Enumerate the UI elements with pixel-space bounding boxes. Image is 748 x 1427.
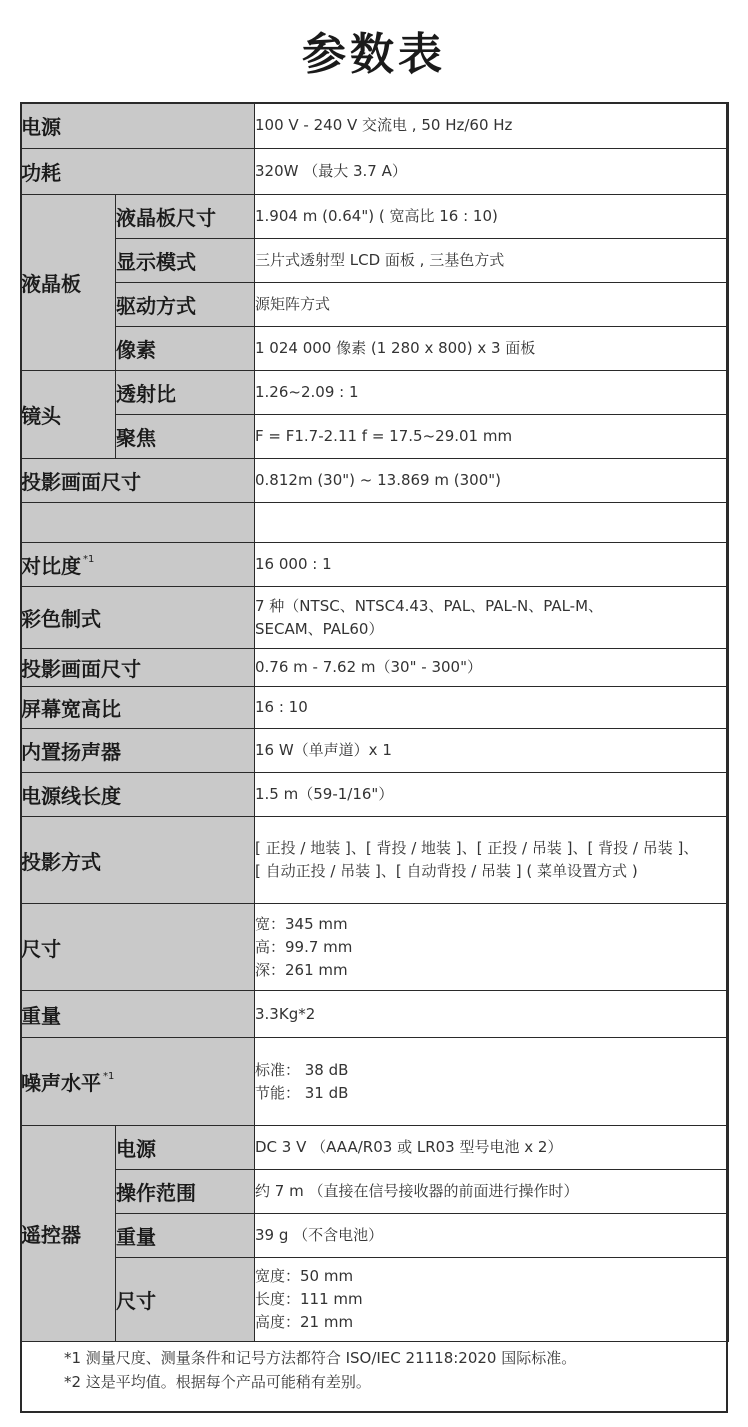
- page-title: 参数表: [302, 29, 446, 80]
- row-label: 彩色制式: [21, 587, 255, 649]
- row-label: 投影画面尺寸: [21, 649, 255, 687]
- row-label: 重量: [116, 1214, 255, 1258]
- value-line: 高：99.7 mm: [255, 937, 353, 956]
- row-label: 投影画面尺寸: [21, 459, 255, 503]
- value-line: 7 种（NTSC、NTSC4.43、PAL、PAL-N、PAL-M、: [255, 596, 604, 615]
- row-value: F = F1.7-2.11 f = 17.5~29.01 mm: [255, 415, 729, 459]
- row-label: 重量: [21, 991, 255, 1038]
- row-value: 1 024 000 像素 (1 280 x 800) x 3 面板: [255, 327, 729, 371]
- footnotes: [64, 1346, 576, 1394]
- row-value: 0.76 m - 7.62 m（30" - 300"）: [255, 649, 729, 687]
- row-label: 聚焦: [116, 415, 255, 459]
- value-line: 宽度：50 mm: [255, 1267, 354, 1285]
- row-value: 0.812m (30") ~ 13.869 m (300"): [255, 459, 729, 503]
- row-value: 三片式透射型 LCD 面板 , 三基色方式: [255, 239, 729, 283]
- row-value: 3.3Kg*2: [255, 991, 729, 1038]
- value-line: 高度：21 mm: [255, 1313, 354, 1331]
- row-value: 16 W（单声道）x 1: [255, 729, 729, 773]
- footnote-mark: *1: [83, 554, 95, 565]
- row-value: DC 3 V （AAA/R03 或 LR03 型号电池 x 2）: [255, 1126, 729, 1170]
- row-label: 驱动方式: [116, 283, 255, 327]
- value-line: 宽：345 mm: [255, 914, 348, 933]
- value-line: 标准： 38 dB: [255, 1060, 349, 1079]
- row-label: 尺寸: [116, 1258, 255, 1342]
- row-label: 透射比: [116, 371, 255, 415]
- row-value: 39 g （不含电池）: [255, 1214, 729, 1258]
- value-line: 深：261 mm: [255, 960, 348, 979]
- row-value: 1.26~2.09 : 1: [255, 371, 729, 415]
- row-label: 投影方式: [21, 817, 255, 904]
- value-line: 长度：111 mm: [255, 1290, 363, 1308]
- value-line: [ 正投 / 地装 ]、[ 背投 / 地装 ]、[ 正投 / 吊装 ]、[ 背投 / 吊装 ]、: [255, 839, 699, 857]
- row-label: 电源线长度: [21, 773, 255, 817]
- row-value: 16 000 : 1: [255, 543, 729, 587]
- row-value: 16 : 10: [255, 687, 729, 729]
- row-value: 100 V - 240 V 交流电 , 50 Hz/60 Hz: [255, 103, 729, 149]
- value-line: 节能： 31 dB: [255, 1083, 349, 1102]
- row-value: 1.5 m（59-1/16"）: [255, 773, 729, 817]
- contrast-label: 对比度: [21, 554, 81, 578]
- row-label: 尺寸: [21, 904, 255, 991]
- row-label: 内置扬声器: [21, 729, 255, 773]
- footnote-mark: *1: [103, 1071, 115, 1082]
- row-label: 电源: [116, 1126, 255, 1170]
- row-label: 像素: [116, 327, 255, 371]
- group-label: 镜头: [21, 371, 116, 459]
- group-label: 液晶板: [21, 195, 116, 371]
- row-label: 操作范围: [116, 1170, 255, 1214]
- value-line: SECAM、PAL60）: [255, 619, 384, 638]
- row-label: 功耗: [21, 149, 255, 195]
- value-line: [ 自动正投 / 吊装 ]、[ 自动背投 / 吊装 ] ( 菜单设置方式 ): [255, 862, 638, 880]
- table-frame: [20, 102, 728, 1413]
- row-label: 显示模式: [116, 239, 255, 283]
- footnote: *1 测量尺度、测量条件和记号方法都符合 ISO/IEC 21118:2020 国际标准。: [64, 1349, 577, 1367]
- footnote: *2 这是平均值。根据每个产品可能稍有差别。: [64, 1373, 371, 1391]
- row-label: 屏幕宽高比: [21, 687, 255, 729]
- row-value: 约 7 m （直接在信号接收器的前面进行操作时）: [255, 1170, 729, 1214]
- row-value: 源矩阵方式: [255, 283, 729, 327]
- row-label: 液晶板尺寸: [116, 195, 255, 239]
- row-value: 1.904 m (0.64") ( 宽高比 16 : 10): [255, 195, 729, 239]
- row-value: 320W （最大 3.7 A）: [255, 149, 729, 195]
- group-label: 遥控器: [21, 1126, 116, 1342]
- row-label: 电源: [21, 103, 255, 149]
- noise-label: 噪声水平: [21, 1071, 101, 1095]
